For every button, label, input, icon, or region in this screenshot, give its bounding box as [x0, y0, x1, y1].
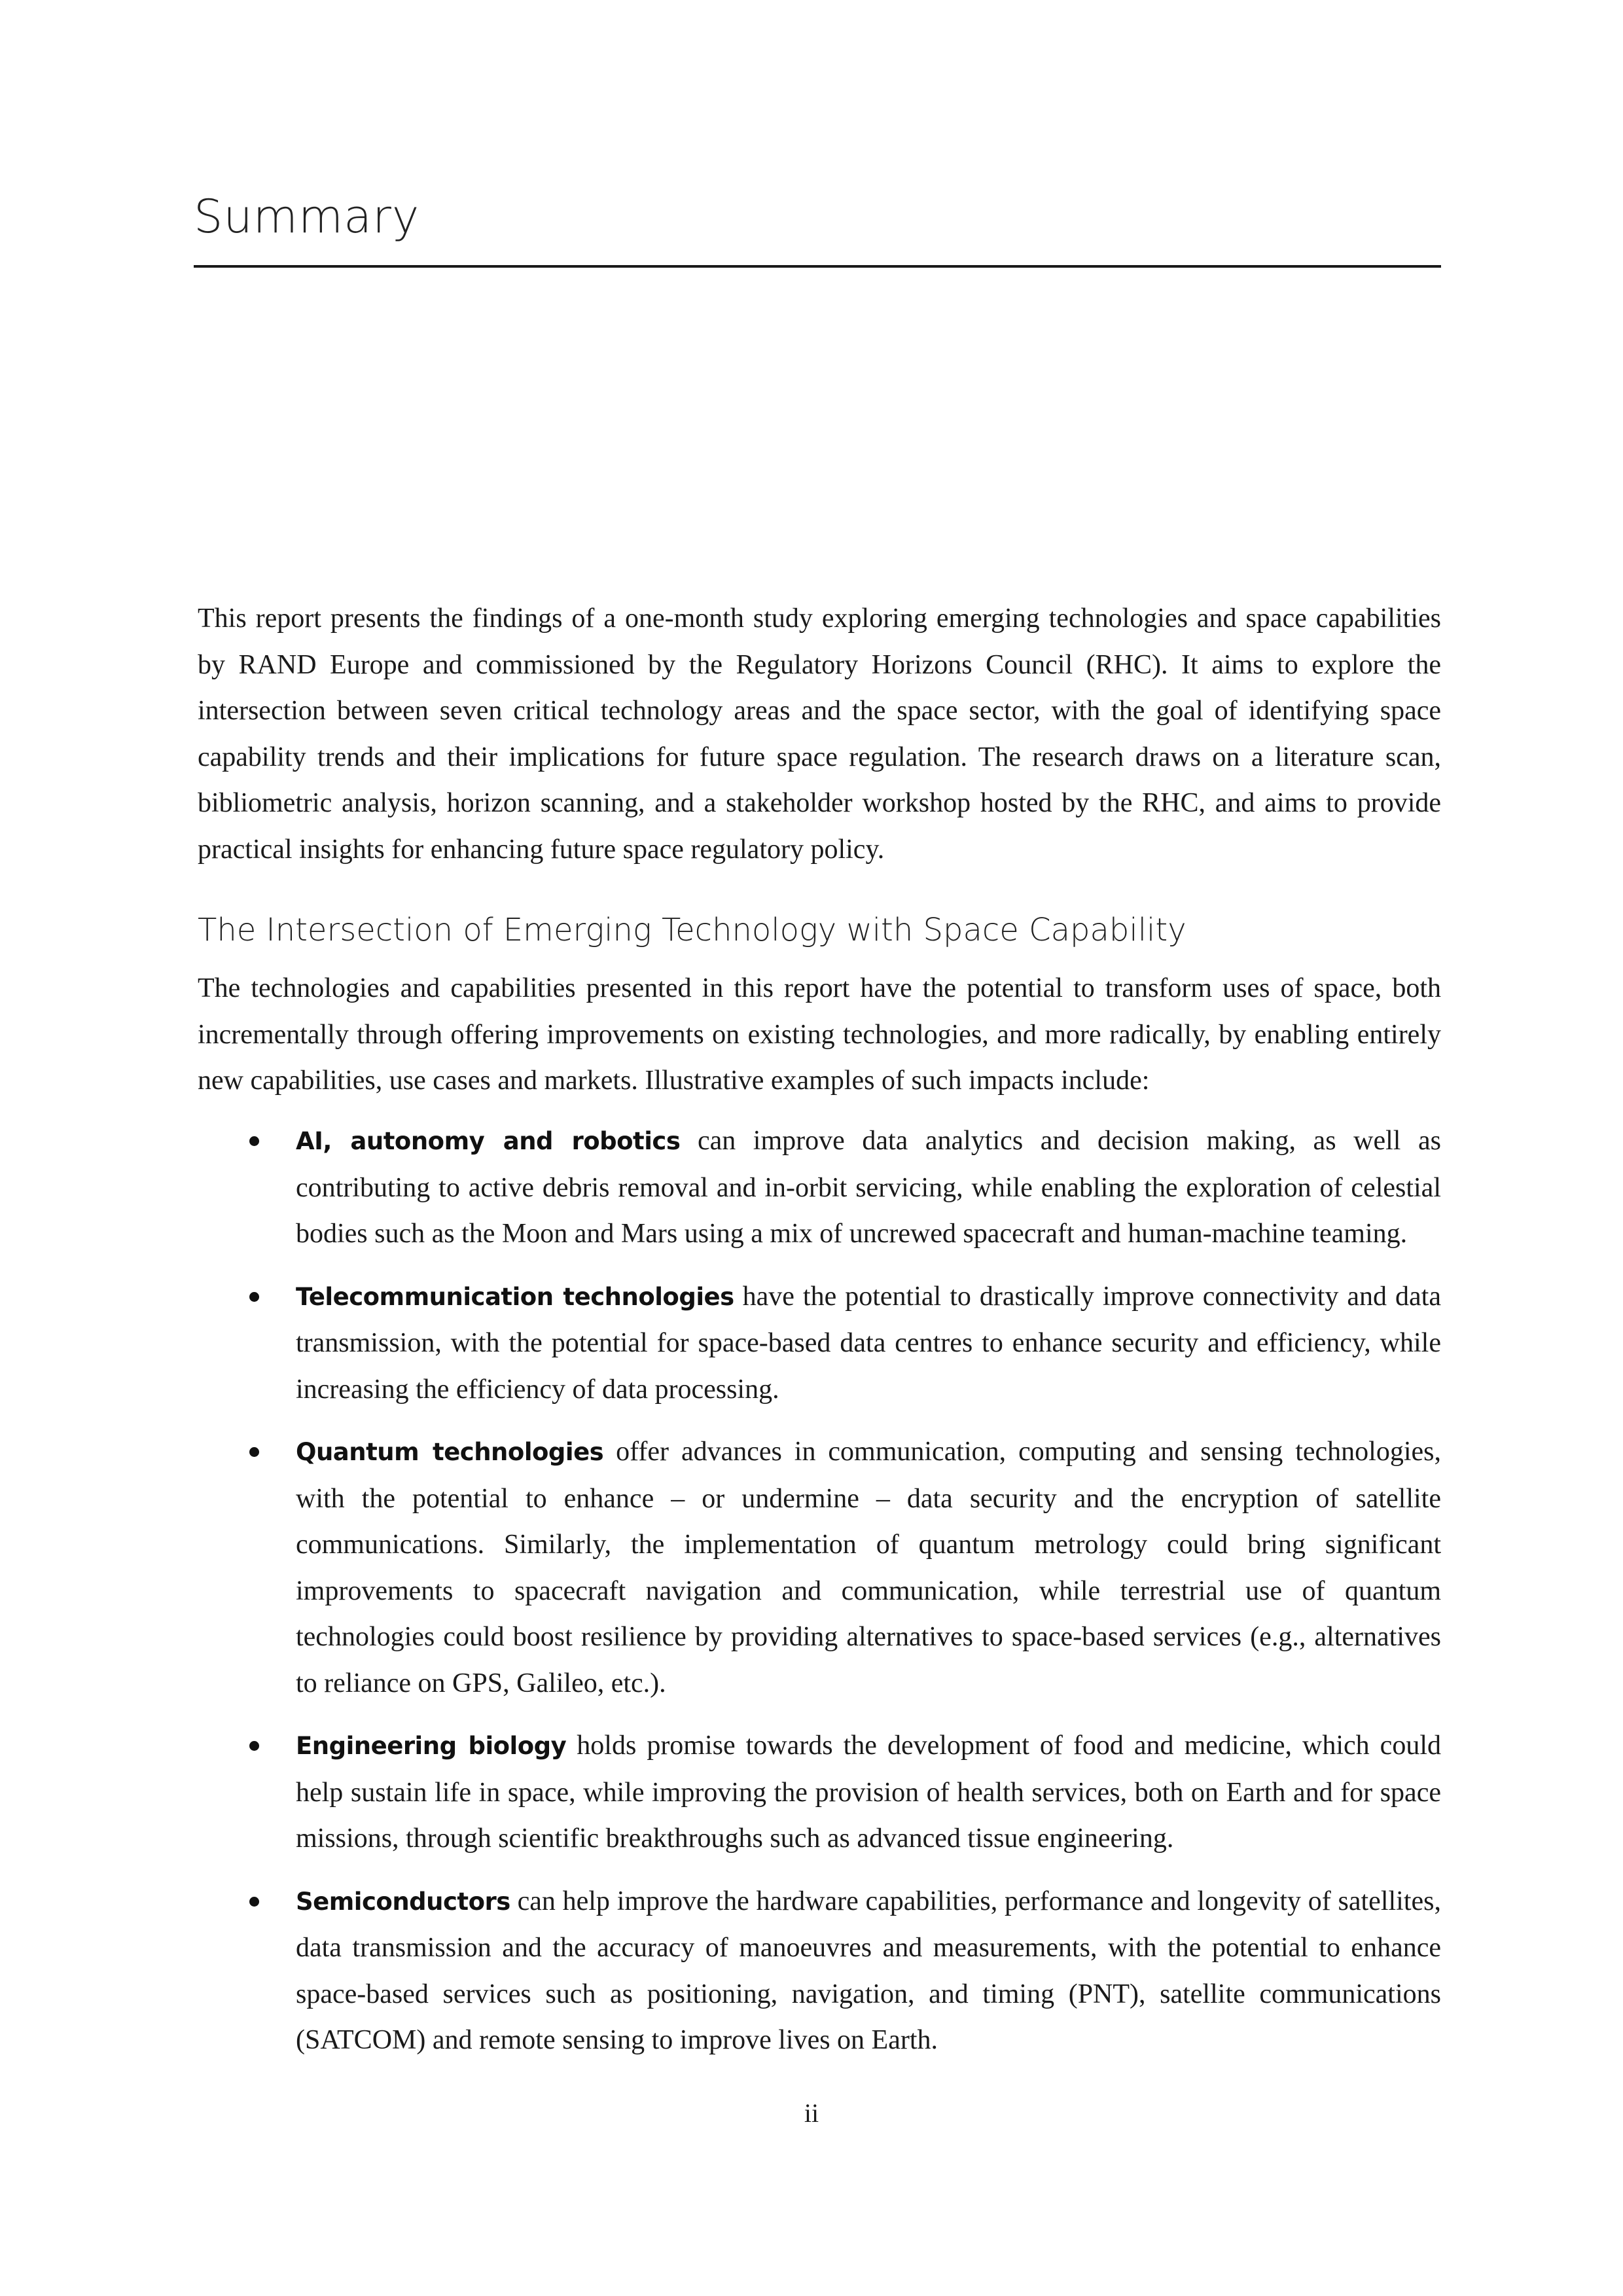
bullet-term: Semiconductors — [296, 1887, 510, 1916]
intro-paragraph: This report presents the findings of a one-month study exploring emerging technologies and space capabilities by RAND Europe and commissioned by the Regulatory Horizons Council (RHC). It aims to explore the intersection between seven critical technology areas and the space sector, with the goal of identifying space capability trends and their implications for future space regulation. The research draws on a literature scan, bibliometric analysis, horizon scanning, and a stakeholder workshop hosted by the RHC, and aims to provide practical insights for enhancing future space regulatory policy. — [198, 603, 1441, 865]
bullet-text: offer advances in communication, computing and sensing technologies, with the potential to enhance – or undermine – data security and the encryption of satellite communications. Similarly, the implementation of quantum metrology could bring significant improvements to spacecraft navigation and communication, while terrestrial use of quantum technologies could boost resilience by providing alternatives to space-based services (e.g., alternatives to reliance on GPS, Galileo, etc.). — [296, 1437, 1441, 1698]
bullet-term: Telecommunication technologies — [296, 1282, 734, 1311]
bullet-text: holds promise towards the development of food and medicine, which could help sustain life in space, while improving the provision of health services, both on Earth and for space missions, through scientific breakthroughs such as advanced tissue engineering. — [296, 1731, 1441, 1854]
bullet-icon — [249, 1741, 259, 1751]
page-number: ii — [804, 2098, 819, 2128]
bullet-item-quantum — [198, 1429, 1441, 1706]
page-title: Summary — [194, 190, 420, 243]
section-heading: The Intersection of Emerging Technology with Space Capability — [198, 912, 1186, 948]
bullet-text: can improve data analytics and decision making, as well as contributing to active debris removal and in-orbit servicing, while enabling the exploration of celestial bodies such as the Moon and Mars using a mix of uncrewed spacecraft and human-machine teaming. — [296, 1126, 1441, 1249]
bullet-term: Quantum technologies — [296, 1438, 604, 1466]
bullet-text: have the potential to drastically improve connectivity and data transmission, with the potential for space-based data centres to enhance security and efficiency, while increasing the efficiency of data processing. — [296, 1281, 1441, 1405]
bullet-item-ai-autonomy-robotics — [198, 1118, 1441, 1257]
impact-bullet-list — [198, 1118, 1441, 2080]
bullet-item-semiconductors — [198, 1878, 1441, 2064]
bullet-icon — [249, 1136, 259, 1146]
bullet-icon — [249, 1447, 259, 1457]
bullet-icon — [249, 1897, 259, 1907]
bullet-term: AI, autonomy and robotics — [296, 1127, 681, 1155]
bullet-term: Engineering biology — [296, 1732, 567, 1760]
title-divider — [194, 265, 1441, 268]
bullet-item-engineering-biology — [198, 1723, 1441, 1862]
section-lead-paragraph: The technologies and capabilities presented in this report have the potential to transform uses of space, both incrementally through offering improvements on existing technologies, and more radically, by enabling entirely new capabilities, use cases and markets. Illustrative examples of such impacts include: — [198, 973, 1441, 1096]
bullet-item-telecommunication — [198, 1274, 1441, 1413]
bullet-text: can help improve the hardware capabilities, performance and longevity of satellites, data transmission and the accuracy of manoeuvres and measurements, with the potential to enhance space-based services such as positioning, navigation, and timing (PNT), satellite communications (SATCOM) and remote sensing to improve lives on Earth. — [296, 1886, 1441, 2055]
bullet-icon — [249, 1292, 259, 1302]
